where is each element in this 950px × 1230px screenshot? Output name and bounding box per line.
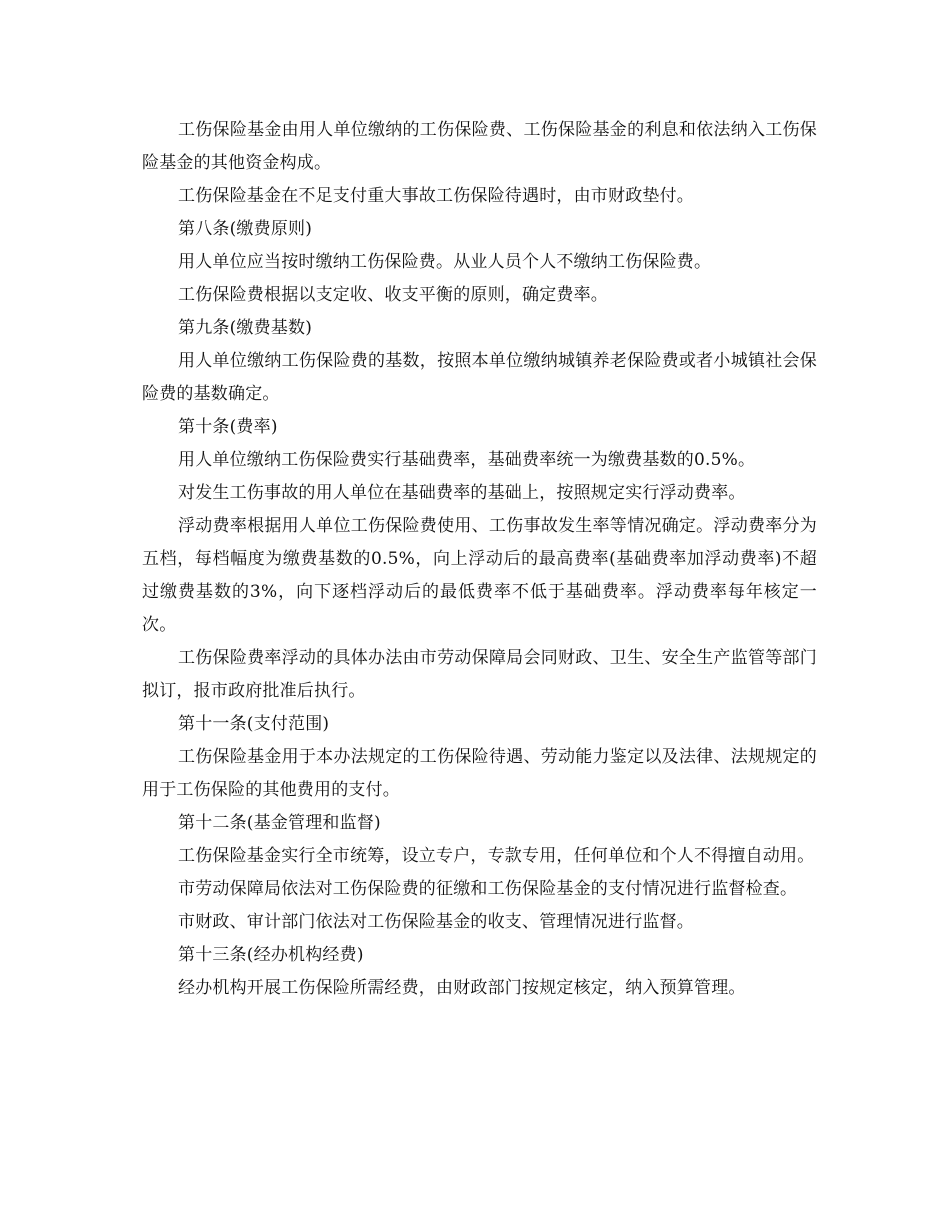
paragraph-fund-shortfall: 工伤保险基金在不足支付重大事故工伤保险待遇时，由市财政垫付。 [178,186,694,206]
article-13-heading: 第十三条(经办机构经费) [178,945,364,965]
article-8-heading: 第八条(缴费原则) [178,219,313,239]
paragraph-payment-scope: 工伤保险基金用于本办法规定的工伤保险待遇、劳动能力鉴定以及法律、法规规定的用于工伤保险的其他费用的支付。 [142,747,817,800]
paragraph-fund-pooling: 工伤保险基金实行全市统筹，设立专户，专款专用，任何单位和个人不得擅自动用。 [178,846,815,866]
paragraph-base-rate: 用人单位缴纳工伤保险费实行基础费率，基础费率统一为缴费基数的0.5%。 [178,450,756,470]
article-12-heading: 第十二条(基金管理和监督) [178,813,381,833]
paragraph-contribution-base: 用人单位缴纳工伤保险费的基数，按照本单位缴纳城镇养老保险费或者小城镇社会保险费的基数确定。 [142,351,817,404]
document-body [142,114,817,1005]
article-11-heading: 第十一条(支付范围) [178,714,330,734]
paragraph-rate-principle: 工伤保险费根据以支定收、收支平衡的原则，确定费率。 [178,285,608,305]
paragraph-floating-rate-detail: 浮动费率根据用人单位工伤保险费使用、工伤事故发生率等情况确定。浮动费率分为五档，每档幅度为缴费基数的0.5%，向上浮动后的最高费率(基础费率加浮动费率)不超过缴费基数的3%，向下逐档浮动后的最低费率不低于基础费率。浮动费率每年核定一次。 [142,516,817,635]
paragraph-timely-payment: 用人单位应当按时缴纳工伤保险费。从业人员个人不缴纳工伤保险费。 [178,252,712,272]
paragraph-labor-supervision: 市劳动保障局依法对工伤保险费的征缴和工伤保险基金的支付情况进行监督检查。 [178,879,798,899]
article-9-heading: 第九条(缴费基数) [178,318,313,338]
paragraph-floating-rate-method: 工伤保险费率浮动的具体办法由市劳动保障局会同财政、卫生、安全生产监管等部门拟订，报市政府批准后执行。 [142,648,817,701]
article-10-heading: 第十条(费率) [178,417,278,437]
paragraph-finance-audit-supervision: 市财政、审计部门依法对工伤保险基金的收支、管理情况进行监督。 [178,912,694,932]
paragraph-fund-composition: 工伤保险基金由用人单位缴纳的工伤保险费、工伤保险基金的利息和依法纳入工伤保险基金的其他资金构成。 [142,120,817,173]
paragraph-agency-funding: 经办机构开展工伤保险所需经费，由财政部门按规定核定，纳入预算管理。 [178,978,746,998]
paragraph-floating-rate-intro: 对发生工伤事故的用人单位在基础费率的基础上，按照规定实行浮动费率。 [178,483,746,503]
